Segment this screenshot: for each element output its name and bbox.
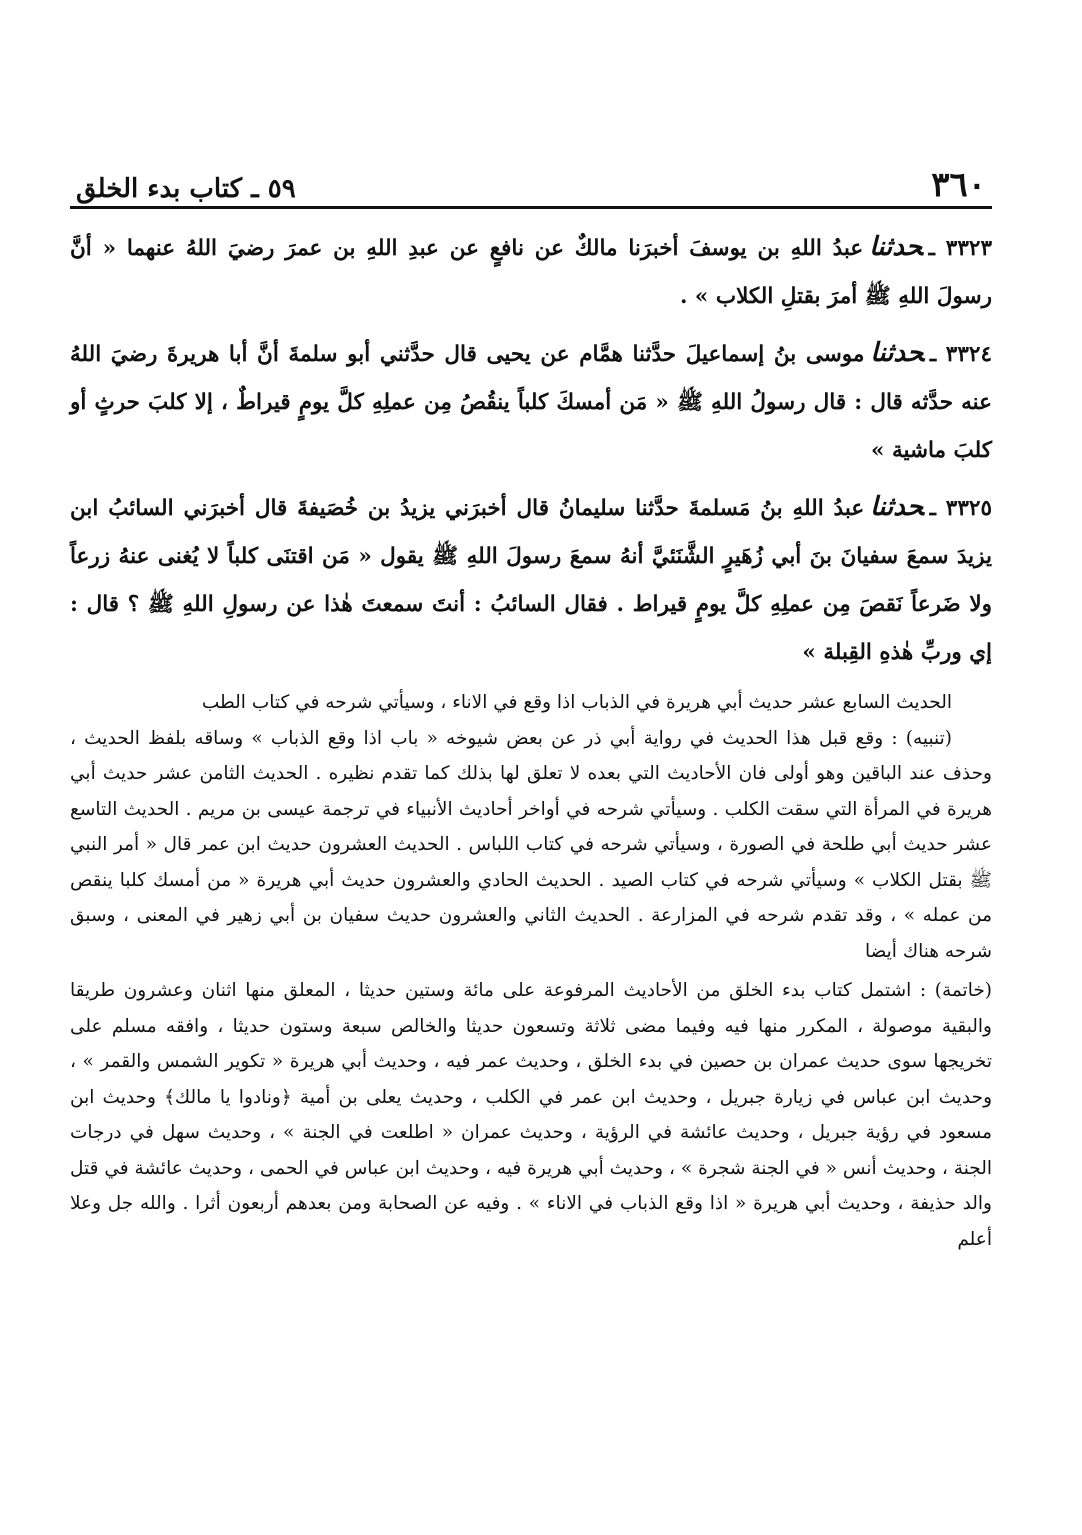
page-header	[70, 150, 992, 209]
haddathana-mark: حدثنا	[870, 492, 924, 522]
hadith-text: عبدُ اللهِ بن يوسفَ أخبرَنا مالكٌ عن نافعٍ عن عبدِ اللهِ بن عمرَ رضيَ اللهُ عنهما « أنَّ رسولَ اللهِ ﷺ أمرَ بقتلِ الكلاب » .	[70, 236, 992, 309]
closing-paragraph: (خاتمة) : اشتمل كتاب بدء الخلق من الأحاديث المرفوعة على مائة وستين حديثا ، المعلق منها اثنان وعشرون طريقا والبقية موصولة ، المكرر منها فيه وفيما مضى ثلاثة وتسعون حديثا والخالص سبعة وستون حديثا ، وافقه مسلم على تخريجها سوى حديث عمران بن حصين في بدء الخلق ، وحديث عمر فيه ، وحديث أبي هريرة « تكوير الشمس والقمر » ، وحديث ابن عباس في زيارة جبريل ، وحديث ابن عمر في الكلب ، وحديث يعلى بن أمية ﴿ونادوا يا مالك﴾ وحديث ابن مسعود في رؤية جبريل ، وحديث عائشة في الرؤية ، وحديث عمران « اطلعت في الجنة » ، وحديث سهل في درجات الجنة ، وحديث أنس « في الجنة شجرة » ، وحديث أبي هريرة فيه ، وحديث ابن عباس في الحمى ، وحديث عائشة في قتل والد حذيفة ، وحديث أبي هريرة « اذا وقع الذباب في الاناء » . وفيه عن الصحابة ومن بعدهم أربعون أثرا . والله جل وعلا أعلم	[70, 980, 993, 1250]
hadith-3323	[70, 223, 992, 321]
haddathana-mark: حدثنا	[870, 338, 924, 368]
hadith-list	[70, 223, 992, 677]
commentary-paragraph: (تنبيه) : وقع قبل هذا الحديث في رواية أبي ذر عن بعض شيوخه « باب اذا وقع الذباب » وساقه بلفظ الحديث ، وحذف عند الباقين وهو أولى فان الأحاديث التي بعده لا تعلق لها بذلك كما تقدم نظيره . الحديث الثامن عشر حديث أبي هريرة في المرأة التي سقت الكلب . وسيأتي شرحه في أواخر أحاديث الأنبياء في ترجمة عيسى بن مريم . الحديث التاسع عشر حديث أبي طلحة في الصورة ، وسيأتي شرحه في كتاب اللباس . الحديث العشرون حديث ابن عمر قال « أمر النبي ﷺ بقتل الكلاب » وسيأتي شرحه في كتاب الصيد . الحديث الحادي والعشرون حديث أبي هريرة « من أمسك كلبا ينقص من عمله » ، وقد تقدم شرحه في المزارعة . الحديث الثاني والعشرون حديث سفيان بن أبي زهير في المعنى ، وسبق شرحه هناك أيضا	[70, 727, 992, 962]
hadith-number: ٣٣٢٣ ـ	[928, 236, 992, 261]
commentary-section	[70, 685, 992, 1257]
hadith-text: عبدُ اللهِ بنُ مَسلمةَ حدَّثنا سليمانُ قال أخبرَني يزيدُ بن خُصَيفةَ قال أخبرَني السائبُ ابن يزيدَ سمعَ سفيانَ بنَ أبي زُهَيرٍ الشَّنَئيَّ أنهُ سمعَ رسولَ اللهِ ﷺ يقول « مَن اقتنَى كلباً لا يُغنى عنهُ زرعاً ولا ضَرعاً نَقصَ مِن عملِهِ كلَّ يومٍ قيراط . فقال السائبُ : أنتَ سمعتَ هٰذا عن رسولِ اللهِ ﷺ ؟ قال : إي وربِّ هٰذهِ القِبلة »	[70, 496, 992, 665]
hadith-3324	[70, 329, 992, 475]
hadith-3325	[70, 483, 992, 677]
page-number: ٣٦٠	[931, 165, 986, 205]
haddathana-mark: حدثنا	[869, 232, 923, 262]
chapter-title: ٥٩ ـ كتاب بدء الخلق	[76, 174, 296, 204]
hadith-number: ٣٣٢٤ ـ	[929, 342, 992, 367]
hadith-text: موسى بنُ إسماعيلَ حدَّثنا همَّام عن يحيى قال حدَّثني أبو سلمةَ أنَّ أبا هريرةَ رضيَ اللهُ عنه حدَّثه قال : قال رسولُ اللهِ ﷺ « مَن أمسكَ كلباً ينقُصُ مِن عملِهِ كلَّ يومٍ قيراطٌ ، إلا كلبَ حرثٍ أو كلبَ ماشية »	[70, 342, 992, 463]
hadith-number: ٣٣٢٥ ـ	[929, 496, 992, 521]
book-page	[70, 150, 992, 1410]
commentary-paragraph: الحديث السابع عشر حديث أبي هريرة في الذباب اذا وقع في الاناء ، وسيأتي شرحه في كتاب الطب	[201, 692, 952, 713]
